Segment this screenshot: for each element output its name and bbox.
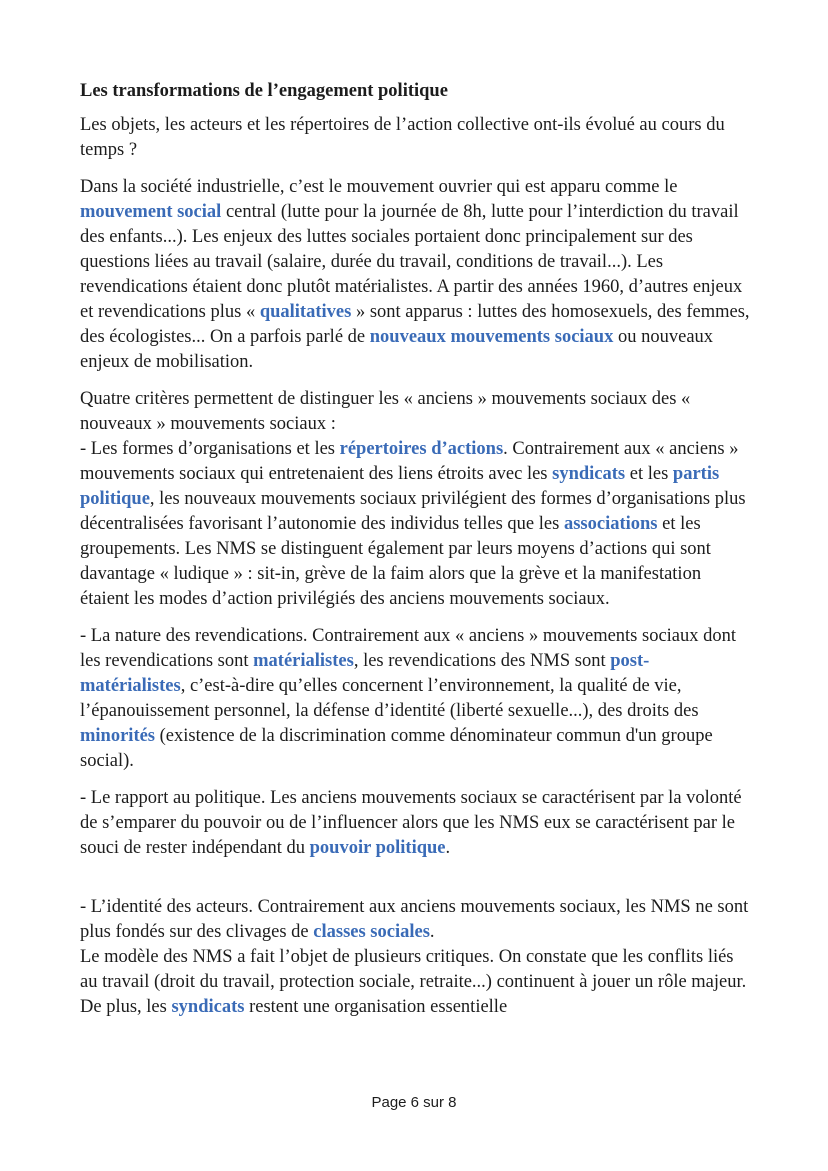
text: , les nouveaux mouvements sociaux privilégient des formes d’organisations plus décentralisées favorisant l’autonomie des individus telles que les	[80, 489, 746, 534]
document-body	[80, 79, 752, 1032]
keyword-partis-politique[interactable]: partis politique	[80, 464, 720, 509]
text: restent une organisation essentielle	[244, 997, 508, 1017]
text: (existence de la discrimination comme dénominateur commun d'un groupe social).	[80, 726, 713, 771]
text: - Le rapport au politique. Les anciens mouvements sociaux se caractérisent par la volonté de s’emparer du pouvoir ou de l’influencer alors que les NMS eux se caractérisent par le souci de rester indépendant du	[80, 788, 742, 858]
text: Le modèle des NMS a fait l’objet de plusieurs critiques. On constate que les conflits liés au travail (droit du travail, protection sociale, retraite...) continuent à jouer un rôle majeur. De plus, les	[80, 947, 747, 1017]
text: - La nature des revendications. Contrairement aux « anciens » mouvements sociaux dont les revendications sont	[80, 626, 737, 671]
text: , c’est-à-dire qu’elles concernent l’environnement, la qualité de vie, l’épanouissement personnel, la défense d’identité (liberté sexuelle...), des droits des	[80, 676, 699, 721]
keyword-syndicats-2[interactable]: syndicats	[171, 997, 245, 1017]
text: ou nouveaux enjeux de mobilisation.	[80, 327, 714, 372]
paragraph-rapport-politique	[80, 786, 752, 861]
text: - L’identité des acteurs. Contrairement aux anciens mouvements sociaux, les NMS ne sont plus fondés sur des clivages de	[80, 897, 749, 942]
paragraph-identite-acteurs	[80, 895, 752, 1020]
text: , les revendications des NMS sont	[353, 651, 611, 671]
keyword-associations[interactable]: associations	[563, 514, 658, 534]
keyword-qualitatives[interactable]: qualitatives	[259, 302, 352, 322]
question-paragraph: Les objets, les acteurs et les répertoires de l’action collective ont-ils évolué au cours du temps ?	[80, 115, 725, 160]
text: central (lutte pour la journée de 8h, lutte pour l’interdiction du travail des enfants...). Les enjeux des luttes sociales portaient donc principalement sur des questions liées au travail (salaire, durée du travail, conditions de travail...). Les revendications étaient donc plutôt matérialistes. A partir des années 1960, d’autres enjeux et revendications plus «	[80, 202, 743, 322]
keyword-minorites[interactable]: minorités	[80, 726, 156, 746]
text: .	[429, 922, 435, 942]
keyword-nouveaux-mouvements-sociaux[interactable]: nouveaux mouvements sociaux	[369, 327, 614, 347]
text: » sont apparus : luttes des homosexuels, des femmes, des écologistes... On a parfois parlé de	[80, 302, 750, 347]
text: . Contrairement aux « anciens » mouvements sociaux qui entretenaient des liens étroits avec les	[80, 439, 739, 484]
criteria-intro: Quatre critères permettent de distinguer les « anciens » mouvements sociaux des « nouveaux » mouvements sociaux :	[80, 389, 691, 434]
paragraph-criteria	[80, 387, 752, 612]
keyword-repertoires-actions[interactable]: répertoires d’actions	[339, 439, 504, 459]
keyword-mouvement-social[interactable]: mouvement social	[80, 202, 222, 222]
text: - Les formes d’organisations et les	[80, 439, 340, 459]
text: Dans la société industrielle, c’est le mouvement ouvrier qui est apparu comme le	[80, 177, 678, 197]
page-title: Les transformations de l’engagement politique	[80, 81, 448, 101]
keyword-syndicats[interactable]: syndicats	[552, 464, 626, 484]
page-number: Page 6 sur 8	[371, 1094, 457, 1111]
text: et les groupements. Les NMS se distinguent également par leurs moyens d’actions qui sont davantage « ludique » : sit-in, grève de la faim alors que la grève et la manifestation étaient les modes d’action privilégiés des anciens mouvements sociaux.	[80, 514, 711, 609]
keyword-materialistes[interactable]: matérialistes	[253, 651, 354, 671]
keyword-pouvoir-politique[interactable]: pouvoir politique	[309, 838, 446, 858]
text: .	[445, 838, 451, 858]
keyword-post-materialistes[interactable]: post-matérialistes	[80, 651, 650, 696]
paragraph-revendications	[80, 624, 752, 774]
text: et les	[625, 464, 673, 484]
paragraph-industrial-society	[80, 175, 752, 375]
keyword-classes-sociales[interactable]: classes sociales	[313, 922, 430, 942]
spacer	[80, 873, 752, 895]
